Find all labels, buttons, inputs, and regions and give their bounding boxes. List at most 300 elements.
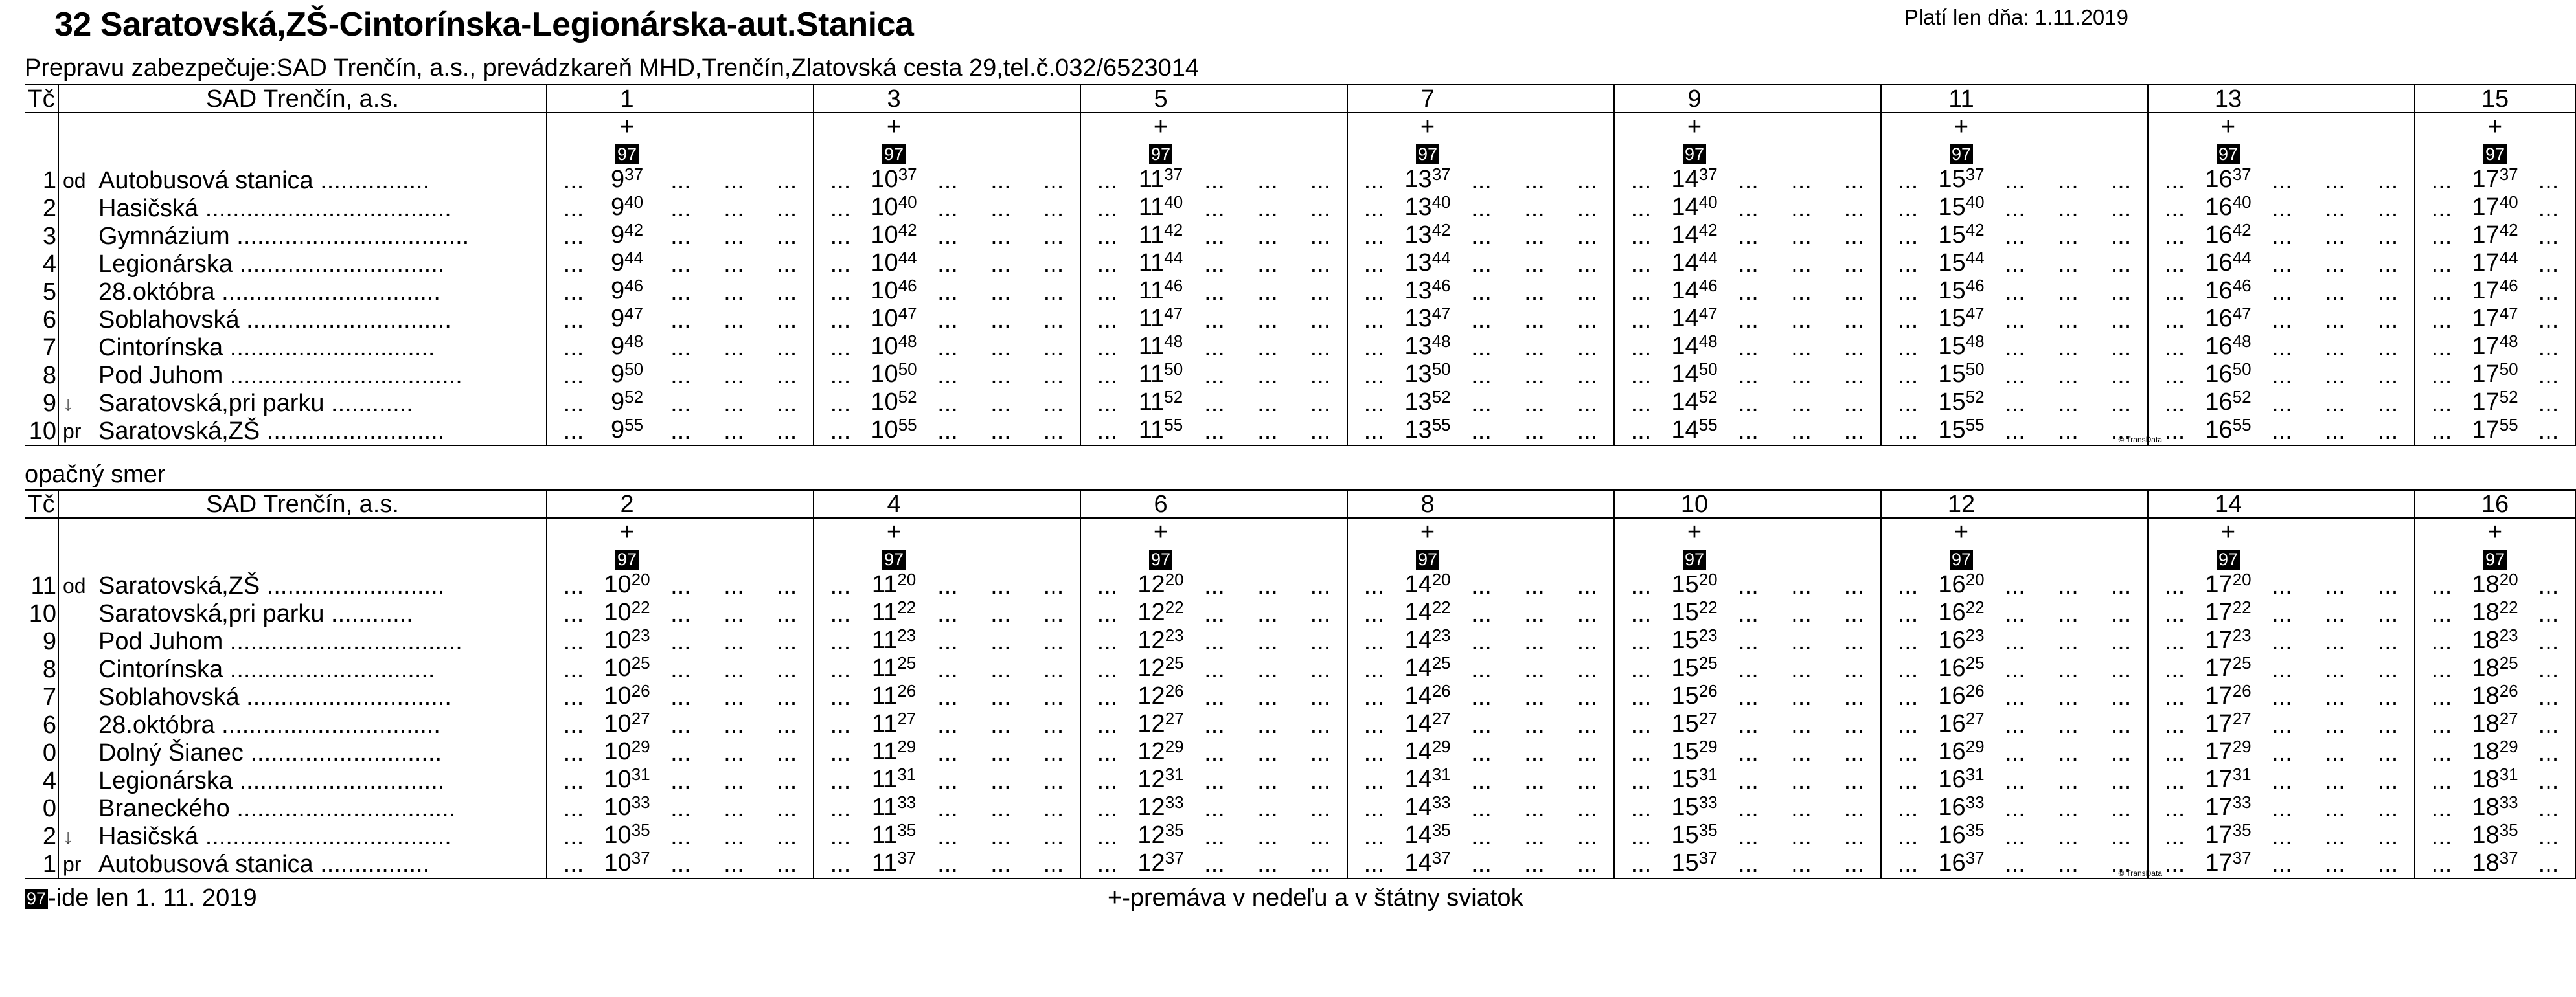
time-minute: 26 xyxy=(1431,681,1451,700)
empty-trip: ... xyxy=(1881,361,1934,389)
dot-leader: .............................. xyxy=(223,333,435,361)
time-hour: 13 xyxy=(1404,249,1432,276)
empty-trip: ... xyxy=(2110,222,2132,250)
empty-trip: ... xyxy=(724,333,744,361)
empty-trip: ... xyxy=(724,794,744,822)
time-hour: 16 xyxy=(1938,599,1966,626)
empty-trip: ... xyxy=(1524,822,1545,850)
time-hour: 18 xyxy=(2472,849,2500,877)
time-hour: 10 xyxy=(604,766,632,793)
time-hour: 16 xyxy=(2205,277,2233,304)
empty-trip: ... xyxy=(2005,250,2025,278)
empty-trip: ... xyxy=(1204,250,1225,278)
empty-trip: ... xyxy=(670,417,691,445)
empty-trip: ... xyxy=(1577,572,1598,599)
empty-trip: ... xyxy=(2415,250,2468,278)
time-hour: 10 xyxy=(604,738,632,765)
empty-trip: ... xyxy=(1614,599,1667,627)
time-hour: 15 xyxy=(1938,166,1966,193)
header-cell xyxy=(2308,490,2362,518)
empty-trip: ... xyxy=(1471,333,1492,361)
empty-trip: ... xyxy=(2272,417,2292,445)
time-hour: 16 xyxy=(2205,388,2233,416)
spacer xyxy=(25,140,58,166)
empty-trip: ... xyxy=(2377,683,2399,711)
stop-marker: pr xyxy=(58,850,96,879)
departure-time xyxy=(1667,389,1722,417)
time-minute: 20 xyxy=(1965,570,1985,589)
empty-trip: ... xyxy=(2110,361,2132,389)
departure-time xyxy=(1400,599,1455,627)
empty-trip: ... xyxy=(724,417,744,445)
empty-trip: ... xyxy=(1614,794,1667,822)
departure-time xyxy=(867,194,921,222)
time-minute: 46 xyxy=(1164,276,1183,295)
spacer xyxy=(2415,545,2468,572)
empty-trip: ... xyxy=(1043,333,1064,361)
stop-row xyxy=(25,194,2575,222)
header-cell xyxy=(760,490,814,518)
spacer xyxy=(547,140,600,166)
departure-time xyxy=(867,572,921,599)
time-hour: 10 xyxy=(871,305,898,332)
empty-trip: ... xyxy=(1257,278,1278,306)
departure-time xyxy=(2201,278,2255,306)
header-cell xyxy=(2095,490,2148,518)
empty-trip: ... xyxy=(724,222,744,250)
time-minute: 40 xyxy=(1164,192,1183,212)
empty-trip: ... xyxy=(814,739,867,767)
stop-tc: 6 xyxy=(42,711,56,739)
empty-trip: ... xyxy=(2148,361,2201,389)
empty-trip: ... xyxy=(1738,850,1759,878)
departure-time xyxy=(1934,794,1989,822)
header-cell xyxy=(2255,85,2308,113)
trip-number: 10 xyxy=(1667,490,1722,518)
empty-trip: ... xyxy=(937,306,958,333)
tc-header: Tč xyxy=(25,490,58,518)
departure-time xyxy=(2468,683,2522,711)
time-minute: 31 xyxy=(2499,765,2518,784)
empty-trip: ... xyxy=(2325,361,2345,389)
empty-trip: ... xyxy=(937,794,958,822)
header-cell xyxy=(707,85,760,113)
empty-trip: ... xyxy=(670,627,691,655)
time-hour: 13 xyxy=(1404,166,1432,193)
time-hour: 15 xyxy=(1938,194,1966,221)
empty-trip: ... xyxy=(1471,166,1492,194)
empty-trip: ... xyxy=(1881,306,1934,333)
spacer xyxy=(1294,545,1347,572)
copyright-note: © TransData xyxy=(2118,869,2162,878)
empty-trip: ... xyxy=(2377,655,2399,683)
copyright-note: © TransData xyxy=(2118,435,2162,444)
time-hour: 16 xyxy=(2205,416,2233,443)
empty-trip: ... xyxy=(2325,572,2345,599)
empty-trip: ... xyxy=(670,572,691,599)
empty-trip: ... xyxy=(2415,389,2468,417)
empty-trip: ... xyxy=(1524,599,1545,627)
departure-time xyxy=(2201,361,2255,389)
badge-97: 97 xyxy=(615,144,639,164)
spacer xyxy=(1027,140,1080,166)
spacer xyxy=(654,545,707,572)
empty-trip: ... xyxy=(1080,166,1134,194)
stop-name-text: Soblahovská xyxy=(98,306,240,333)
departure-time xyxy=(2201,194,2255,222)
empty-trip: ... xyxy=(547,711,600,739)
departure-time xyxy=(1400,278,1455,306)
empty-trip: ... xyxy=(1204,767,1225,794)
spacer xyxy=(2522,545,2575,572)
header-cell xyxy=(1027,490,1080,518)
empty-trip: ... xyxy=(1577,222,1598,250)
time-minute: 35 xyxy=(2499,820,2518,840)
spacer xyxy=(1828,113,1881,140)
spacer xyxy=(974,113,1027,140)
header-cell xyxy=(2308,85,2362,113)
empty-trip: ... xyxy=(1843,822,1865,850)
time-hour: 11 xyxy=(1138,333,1165,360)
dot-leader: .............................. xyxy=(233,250,445,278)
departure-time xyxy=(600,683,654,711)
empty-trip: ... xyxy=(937,850,958,878)
empty-trip: ... xyxy=(2148,166,2201,194)
empty-trip: ... xyxy=(1614,166,1667,194)
empty-trip: ... xyxy=(2110,739,2132,767)
empty-trip: ... xyxy=(1843,767,1865,794)
stop-name xyxy=(96,361,547,389)
spacer xyxy=(1294,113,1347,140)
time-minute: 31 xyxy=(1165,765,1184,784)
stop-name xyxy=(96,333,547,361)
empty-trip: ... xyxy=(1257,250,1278,278)
time-minute: 25 xyxy=(1698,653,1718,673)
empty-trip: ... xyxy=(1080,417,1134,445)
empty-trip: ... xyxy=(2058,627,2079,655)
time-hour: 10 xyxy=(871,333,898,360)
empty-trip: ... xyxy=(1791,361,1812,389)
time-hour: 15 xyxy=(1938,221,1966,249)
empty-trip: ... xyxy=(670,306,691,333)
timetable-outbound xyxy=(25,84,2576,446)
stop-row xyxy=(25,822,2575,850)
spacer xyxy=(2042,140,2095,166)
departure-time xyxy=(1400,333,1455,361)
empty-trip: ... xyxy=(2005,683,2025,711)
empty-trip: ... xyxy=(990,794,1011,822)
time-minute: 44 xyxy=(624,248,644,267)
empty-trip: ... xyxy=(2005,655,2025,683)
empty-trip: ... xyxy=(2148,306,2201,333)
empty-trip: ... xyxy=(1347,627,1400,655)
time-minute: 44 xyxy=(2232,248,2251,267)
empty-trip: ... xyxy=(2058,655,2079,683)
stop-tc: 1 xyxy=(42,850,56,878)
time-minute: 47 xyxy=(2232,304,2251,323)
spacer xyxy=(1241,113,1294,140)
departure-time xyxy=(867,361,921,389)
stop-name xyxy=(96,711,547,739)
time-hour: 17 xyxy=(2205,849,2233,877)
time-minute: 50 xyxy=(898,359,917,379)
time-minute: 50 xyxy=(624,359,644,379)
departure-time xyxy=(1667,361,1722,389)
empty-trip: ... xyxy=(2377,599,2399,627)
trip-number: 1 xyxy=(600,85,654,113)
empty-trip: ... xyxy=(776,222,797,250)
time-hour: 11 xyxy=(1138,305,1165,332)
badge-cell xyxy=(1400,545,1455,572)
empty-trip: ... xyxy=(1791,389,1812,417)
time-hour: 11 xyxy=(1138,277,1165,304)
time-minute: 37 xyxy=(2499,164,2518,184)
badge-cell xyxy=(867,140,921,166)
stop-name-text: Saratovská,ZŠ xyxy=(98,572,260,599)
spacer xyxy=(1989,518,2042,545)
spacer xyxy=(2148,140,2201,166)
empty-trip: ... xyxy=(2148,417,2201,445)
empty-trip: ... xyxy=(1738,739,1759,767)
spacer xyxy=(1722,140,1775,166)
spacer xyxy=(707,545,760,572)
empty-trip: ... xyxy=(1738,627,1759,655)
badge-97: 97 xyxy=(2217,144,2240,164)
time-minute: 33 xyxy=(2232,792,2251,812)
time-hour: 16 xyxy=(1938,710,1966,737)
time-minute: 25 xyxy=(631,653,650,673)
time-minute: 48 xyxy=(2499,331,2518,351)
empty-trip: ... xyxy=(1843,278,1865,306)
departure-time xyxy=(1934,417,1989,445)
empty-trip: ... xyxy=(2005,361,2025,389)
spacer xyxy=(1775,113,1828,140)
departure-time xyxy=(1134,711,1188,739)
trip-number: 9 xyxy=(1667,85,1722,113)
departure-time xyxy=(1400,194,1455,222)
header-cell xyxy=(2042,85,2095,113)
time-minute: 55 xyxy=(898,415,917,434)
stop-marker xyxy=(58,711,96,739)
stop-tc: 4 xyxy=(42,250,56,278)
spacer xyxy=(58,113,547,140)
empty-trip: ... xyxy=(1257,850,1278,878)
time-minute: 50 xyxy=(1965,359,1985,379)
header-cell xyxy=(1881,85,1934,113)
spacer xyxy=(2522,113,2575,140)
empty-trip: ... xyxy=(2538,417,2559,445)
validity-date: Platí len dňa: 1.11.2019 xyxy=(1904,5,2128,29)
header-cell xyxy=(760,85,814,113)
time-minute: 20 xyxy=(1698,570,1718,589)
trip-number: 3 xyxy=(867,85,921,113)
time-minute: 27 xyxy=(2232,709,2251,728)
departure-time xyxy=(1934,572,1989,599)
empty-trip: ... xyxy=(1843,250,1865,278)
trip-number: 14 xyxy=(2201,490,2255,518)
badge-97: 97 xyxy=(2483,550,2507,570)
departure-time xyxy=(1134,822,1188,850)
stop-name-text: Pod Juhom xyxy=(98,627,223,655)
empty-trip: ... xyxy=(814,166,867,194)
empty-trip: ... xyxy=(1043,306,1064,333)
time-minute: 23 xyxy=(1965,625,1985,645)
empty-trip: ... xyxy=(1881,822,1934,850)
time-minute: 42 xyxy=(898,220,917,240)
empty-trip: ... xyxy=(814,794,867,822)
time-hour: 15 xyxy=(1938,277,1966,304)
empty-trip: ... xyxy=(1347,222,1400,250)
empty-trip: ... xyxy=(2325,655,2345,683)
empty-trip: ... xyxy=(1257,166,1278,194)
empty-trip: ... xyxy=(2415,194,2468,222)
time-hour: 17 xyxy=(2472,166,2500,193)
empty-trip: ... xyxy=(2325,333,2345,361)
time-minute: 46 xyxy=(2499,276,2518,295)
dot-leader: .............................. xyxy=(233,767,445,794)
empty-trip: ... xyxy=(1310,794,1331,822)
empty-trip: ... xyxy=(937,767,958,794)
time-minute: 27 xyxy=(897,709,917,728)
header-cell xyxy=(2255,490,2308,518)
empty-trip: ... xyxy=(776,306,797,333)
departure-time xyxy=(2468,572,2522,599)
empty-trip: ... xyxy=(937,739,958,767)
time-minute: 27 xyxy=(1965,709,1985,728)
empty-trip: ... xyxy=(2058,683,2079,711)
stop-name-text: Cintorínska xyxy=(98,333,223,361)
empty-trip: ... xyxy=(814,822,867,850)
empty-trip: ... xyxy=(990,250,1011,278)
time-minute: 48 xyxy=(1698,331,1718,351)
spacer xyxy=(1241,518,1294,545)
time-minute: 25 xyxy=(1431,653,1451,673)
departure-time xyxy=(1134,739,1188,767)
empty-trip: ... xyxy=(2325,194,2345,222)
time-minute: 29 xyxy=(2232,737,2251,756)
time-minute: 37 xyxy=(1965,164,1985,184)
time-minute: 25 xyxy=(2232,653,2251,673)
spacer xyxy=(1188,140,1241,166)
header-cell xyxy=(921,490,974,518)
empty-trip: ... xyxy=(670,739,691,767)
departure-time xyxy=(600,767,654,794)
time-minute: 55 xyxy=(1698,415,1718,434)
time-hour: 16 xyxy=(1938,794,1966,821)
time-hour: 10 xyxy=(871,277,898,304)
empty-trip: ... xyxy=(1881,278,1934,306)
stop-tc: 0 xyxy=(42,739,56,767)
departure-time xyxy=(1667,627,1722,655)
empty-trip: ... xyxy=(2415,222,2468,250)
empty-trip: ... xyxy=(1524,655,1545,683)
empty-trip: ... xyxy=(2415,627,2468,655)
departure-time xyxy=(1934,166,1989,194)
stop-name-text: Braneckého xyxy=(98,794,230,822)
plus-cell: + xyxy=(2220,518,2236,546)
empty-trip: ... xyxy=(990,711,1011,739)
time-hour: 14 xyxy=(1404,738,1432,765)
time-minute: 47 xyxy=(1698,304,1718,323)
time-minute: 20 xyxy=(2232,570,2251,589)
empty-trip: ... xyxy=(2325,222,2345,250)
empty-trip: ... xyxy=(1257,389,1278,417)
departure-time xyxy=(600,389,654,417)
spacer xyxy=(2362,545,2415,572)
empty-trip: ... xyxy=(670,767,691,794)
empty-trip: ... xyxy=(2538,222,2559,250)
empty-trip: ... xyxy=(1738,333,1759,361)
trip-number: 13 xyxy=(2201,85,2255,113)
stop-name-text: Autobusová stanica xyxy=(98,166,313,194)
empty-trip: ... xyxy=(2058,333,2079,361)
empty-trip: ... xyxy=(1310,166,1331,194)
empty-trip: ... xyxy=(990,627,1011,655)
spacer xyxy=(2308,545,2362,572)
empty-trip: ... xyxy=(1204,417,1225,445)
header-cell xyxy=(1561,85,1614,113)
departure-time xyxy=(600,278,654,306)
empty-trip: ... xyxy=(1614,711,1667,739)
time-minute: 47 xyxy=(1965,304,1985,323)
time-minute: 35 xyxy=(1431,820,1451,840)
time-hour: 9 xyxy=(610,194,625,221)
empty-trip: ... xyxy=(776,250,797,278)
time-minute: 31 xyxy=(1698,765,1718,784)
time-minute: 29 xyxy=(1165,737,1184,756)
spacer xyxy=(2362,113,2415,140)
stop-name xyxy=(96,794,547,822)
empty-trip: ... xyxy=(1614,194,1667,222)
empty-trip: ... xyxy=(1791,166,1812,194)
time-minute: 22 xyxy=(2499,598,2518,617)
time-hour: 10 xyxy=(871,388,898,416)
empty-trip: ... xyxy=(1043,250,1064,278)
empty-trip: ... xyxy=(1471,822,1492,850)
dot-leader: ................................ xyxy=(214,278,440,306)
empty-trip: ... xyxy=(776,361,797,389)
spacer xyxy=(1722,113,1775,140)
empty-trip: ... xyxy=(2005,627,2025,655)
time-minute: 44 xyxy=(1698,248,1718,267)
departure-time xyxy=(600,572,654,599)
empty-trip: ... xyxy=(937,222,958,250)
spacer xyxy=(760,545,814,572)
spacer xyxy=(1561,518,1614,545)
stop-marker xyxy=(58,194,96,222)
time-hour: 14 xyxy=(1404,849,1432,877)
empty-trip: ... xyxy=(2272,599,2292,627)
time-minute: 26 xyxy=(2499,681,2518,700)
empty-trip: ... xyxy=(1577,166,1598,194)
stop-name xyxy=(96,250,547,278)
empty-trip: ... xyxy=(990,822,1011,850)
spacer xyxy=(1347,545,1400,572)
empty-trip: ... xyxy=(1257,711,1278,739)
empty-trip: ... xyxy=(1843,417,1865,445)
time-minute: 27 xyxy=(2499,709,2518,728)
empty-trip: ... xyxy=(1614,822,1667,850)
empty-trip: ... xyxy=(1080,222,1134,250)
empty-trip: ... xyxy=(2325,711,2345,739)
departure-time xyxy=(867,417,921,445)
spacer xyxy=(1080,545,1134,572)
stop-name-text: Cintorínska xyxy=(98,655,223,683)
departure-time xyxy=(1134,389,1188,417)
departure-time xyxy=(1934,222,1989,250)
empty-trip: ... xyxy=(2415,278,2468,306)
empty-trip: ... xyxy=(2110,767,2132,794)
